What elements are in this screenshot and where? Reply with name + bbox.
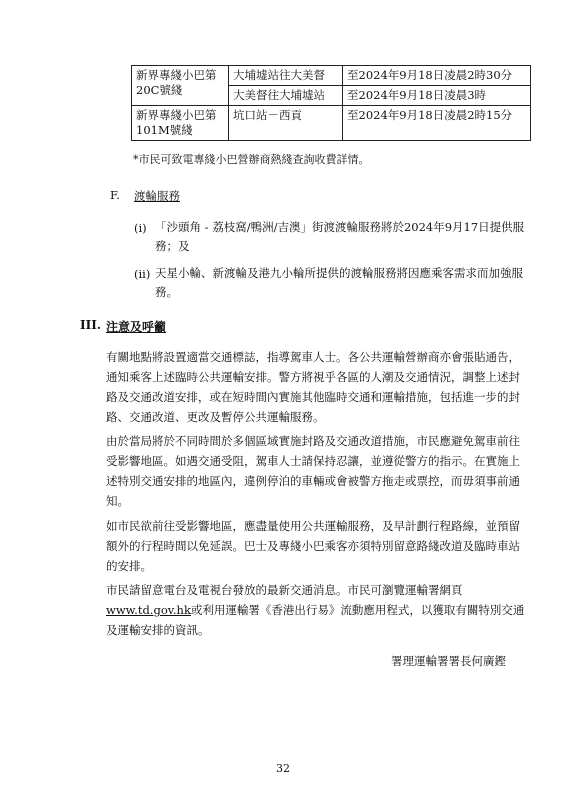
time-cell: 至2024年9月18日凌晨2時30分: [343, 66, 531, 86]
direction-cell: 坑口站－西貢: [229, 106, 343, 141]
table-row: [132, 106, 531, 141]
direction-cell: 大埔墟站往大美督: [229, 66, 343, 86]
time-cell: 至2024年9月18日凌晨3時: [343, 86, 531, 106]
route-cell: 新界專綫小巴第20C號綫: [132, 66, 229, 106]
list-item-number: (i): [134, 221, 147, 235]
table-note: *市民可致電專綫小巴營辦商熱綫查詢收費詳情。: [133, 153, 370, 166]
section-numeral: III.: [80, 318, 102, 332]
list-item-text: 「沙頭角 - 荔枝窩/鴨洲/吉澳」街渡渡輪服務將於2024年9月17日提供服務；及: [155, 220, 525, 253]
paragraph-text: 或利用運輸署《香港出行易》流動應用程式，以獲取有關特別交通及運輸安排的資訊。: [106, 603, 525, 637]
minibus-table: [131, 65, 531, 141]
website-link[interactable]: www.td.gov.hk: [106, 603, 191, 617]
paragraph-with-link: [106, 580, 526, 640]
page-number: 32: [276, 762, 290, 775]
paragraph: 有關地點將設置適當交通標誌，指導駕車人士。各公共運輸營辦商亦會張貼通告，通知乘客上述臨時公共運輸安排。警方將視乎各區的人潮及交通情況，調整上述封路及交通改道安排，或在短時間內實施其他臨時交通和運輸措施，包括進一步的封路、交通改道、更改及暫停公共運輸服務。: [106, 350, 520, 424]
table-row: [132, 66, 531, 86]
paragraph: 如市民欲前往受影響地區，應盡量使用公共運輸服務，及早計劃行程路線，並預留額外的行程時間以免延誤。巴士及專綫小巴乘客亦須特別留意路綫改道及臨時車站的安排。: [106, 519, 520, 573]
paragraph: 由於當局將於不同時間於多個區域實施封路及交通改道措施，市民應避免駕車前往受影響地區。如遇交通受阻，駕車人士請保持忍讓，並遵從警方的指示。在實施上述特別交通安排的地區內，違例停泊的車輛或會被警方拖走或票控，而毋須事前通知。: [106, 434, 520, 508]
list-item-number: (ii): [134, 267, 151, 281]
list-item-text: 天星小輪、新渡輪及港九小輪所提供的渡輪服務將因應乘客需求而加強服務。: [155, 266, 523, 299]
section-letter: F.: [110, 188, 120, 202]
route-cell: 新界專綫小巴第101M號綫: [132, 106, 229, 141]
section-heading: 注意及呼籲: [106, 320, 167, 334]
paragraph-text: 市民請留意電台及電視台發放的最新交通消息。市民可瀏覽運輸署網頁: [106, 583, 463, 597]
signature-line: 署理運輸署署長何廣鏗: [391, 654, 506, 668]
section-title: 渡輪服務: [134, 189, 180, 203]
direction-cell: 大美督往大埔墟站: [229, 86, 343, 106]
time-cell: 至2024年9月18日凌晨2時15分: [343, 106, 531, 141]
